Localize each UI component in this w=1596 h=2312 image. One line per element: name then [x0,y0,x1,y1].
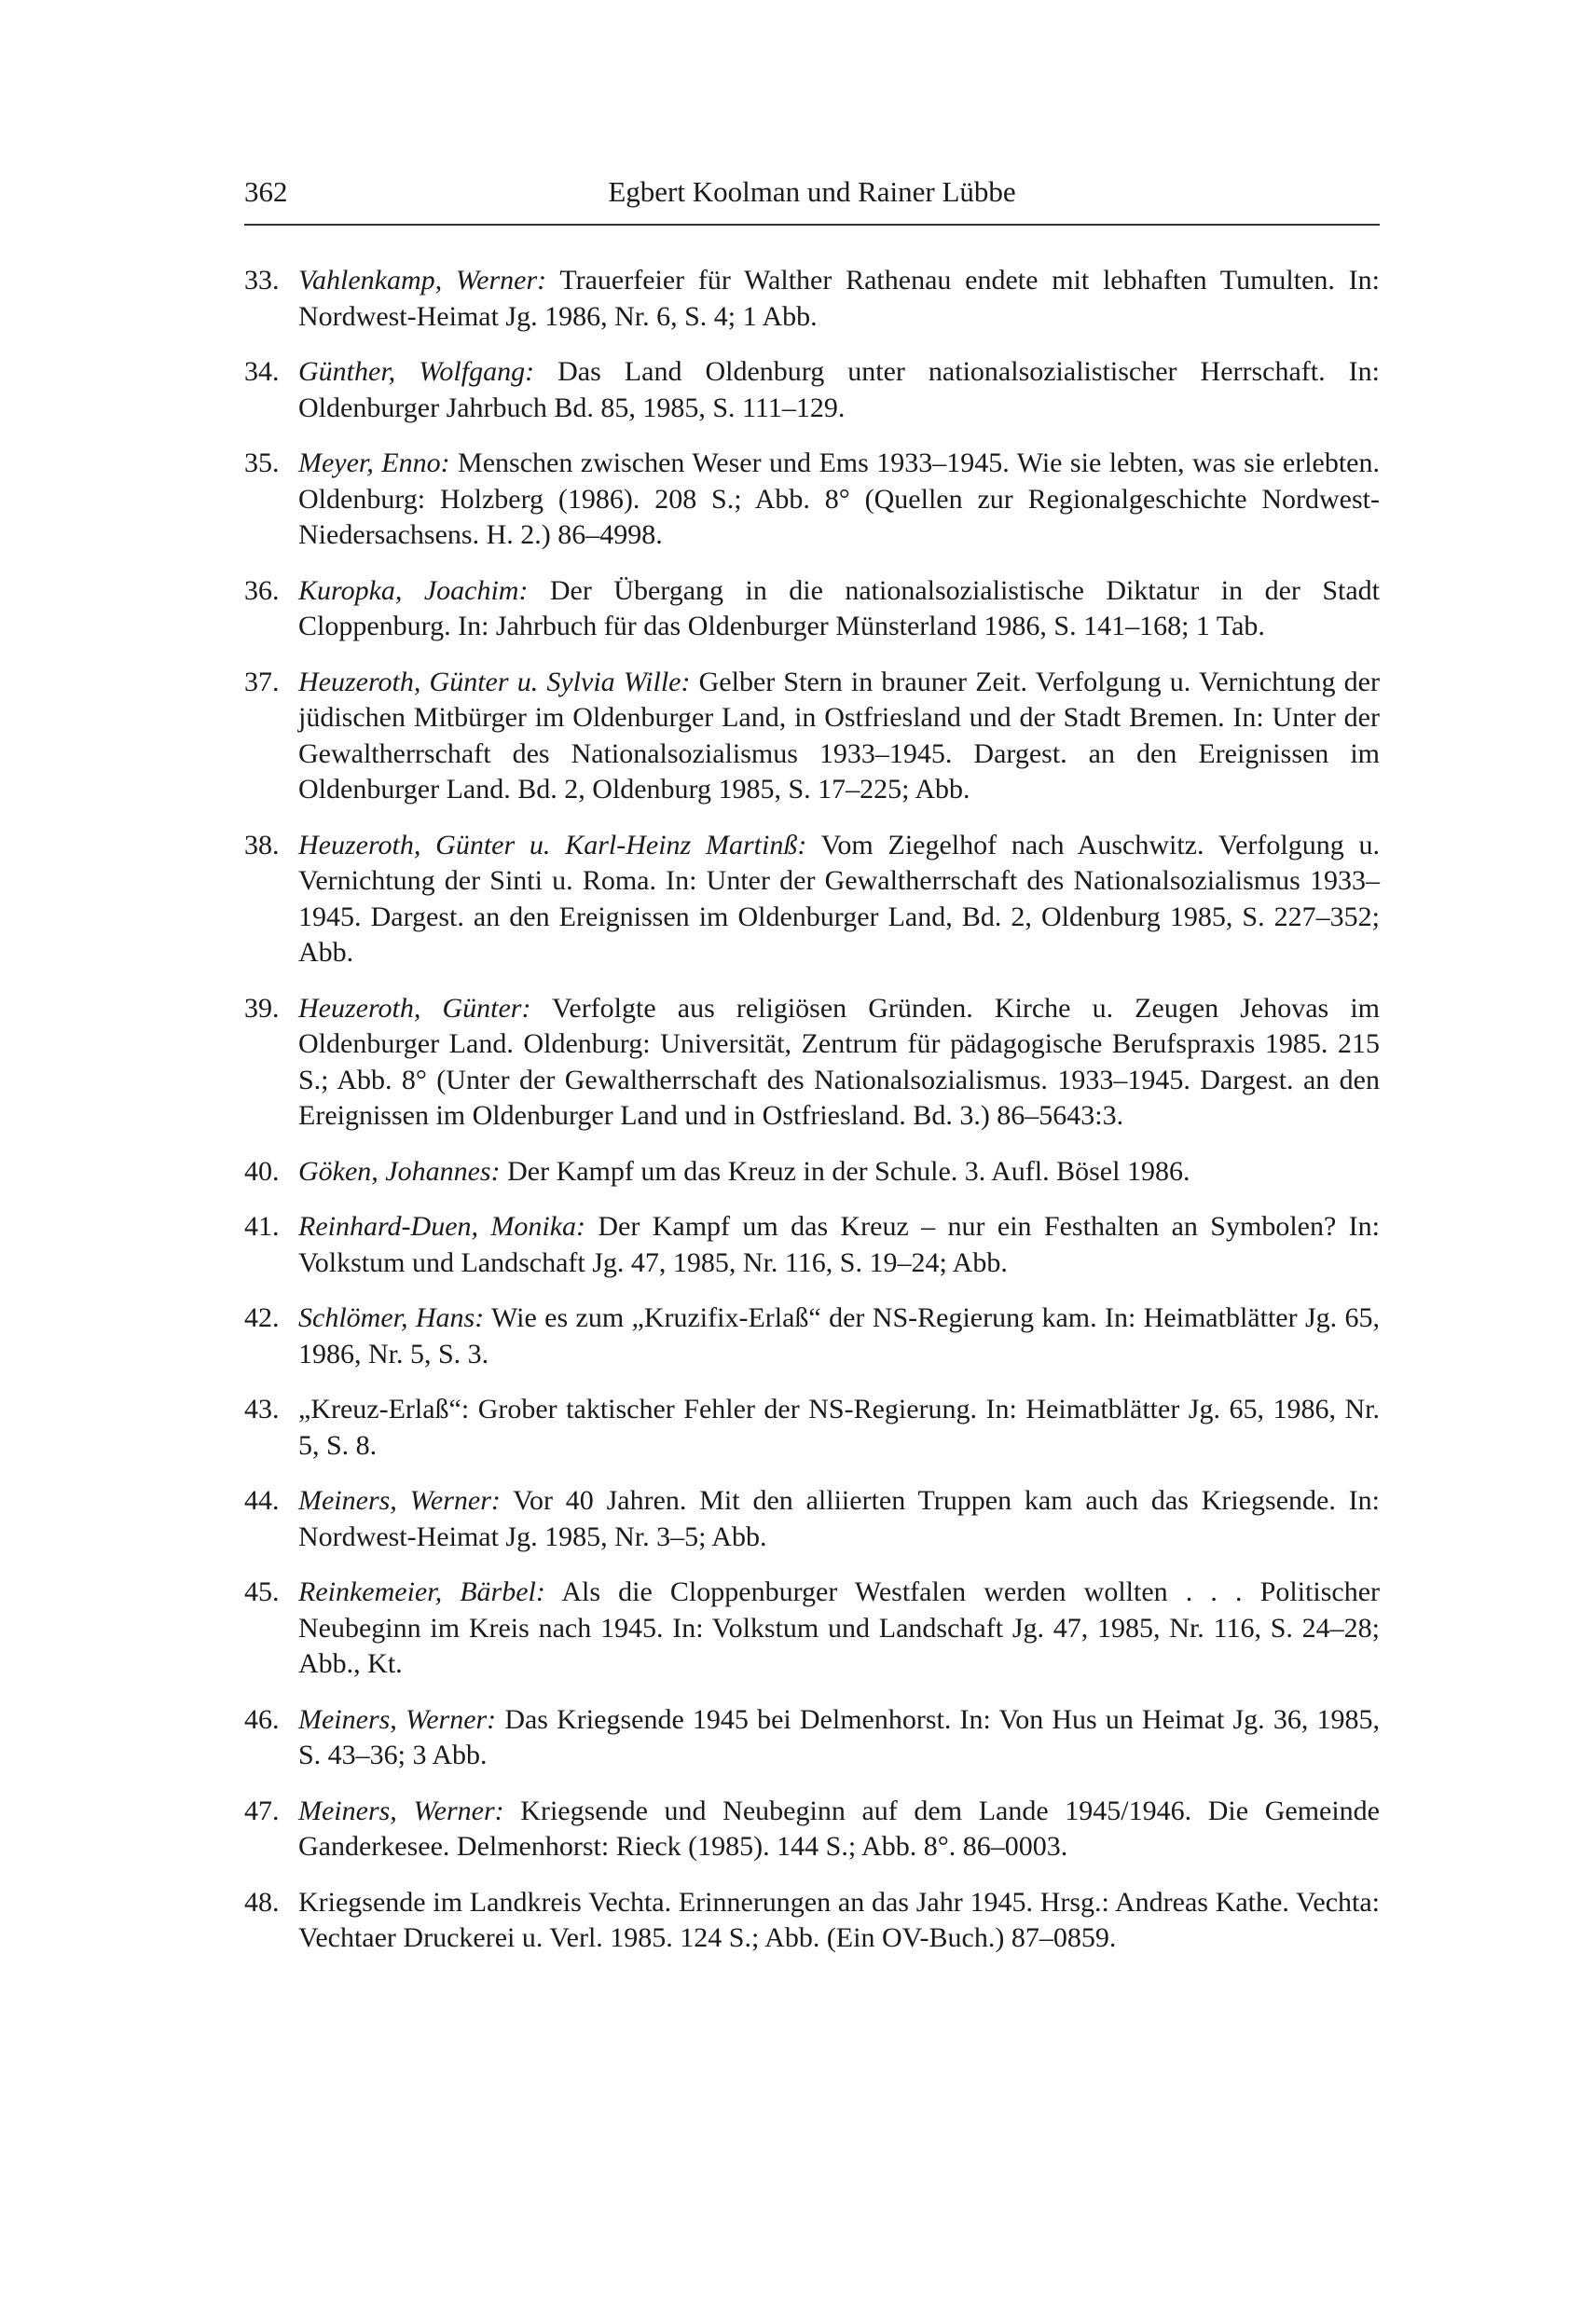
entry-author: Kuropka, Joachim: [298,574,529,606]
bibliography-entry [244,1392,1380,1464]
entry-body [298,991,1380,1135]
entry-author: Reinhard-Duen, Monika: [298,1211,586,1242]
entry-text: Menschen zwischen Weser und Ems 1933–1945. Wie sie lebten, was sie erlebten. Oldenburg: Holzberg (1986). 208 S.; Abb. 8° (Quellen zur Regionalgeschichte Nordwest-Niedersachsens. H. 2.) 86–4998. [298,447,1380,550]
entry-text: Kriegsende im Landkreis Vechta. Erinnerungen an das Jahr 1945. Hrsg.: Andreas Kathe. Vechta: Vechtaer Druckerei u. Verl. 1985. 124 S.; Abb. (Ein OV-Buch.) 87–0859. [298,1886,1380,1953]
page-number: 362 [244,175,288,208]
entry-number: 40. [244,1155,280,1187]
entry-number: 48. [244,1886,280,1918]
entry-number: 42. [244,1302,280,1333]
entry-number: 33. [244,265,280,296]
entry-text: Verfolgte aus religiösen Gründen. Kirche u. Zeugen Jehovas im Oldenburger Land. Oldenburg: Universität, Zentrum für pädagogische Berufspraxis 1985. 215 S.; Abb. 8° (Unter der Gewaltherrschaft des Nationalsozialismus. 1933–1945. Dargest. an den Ereignissen im Oldenburger Land und in Ostfriesland. Bd. 3.) 86–5643:3. [298,992,1380,1131]
entry-text: Gelber Stern in brauner Zeit. Verfolgung u. Vernichtung der jüdischen Mitbürger im Oldenburger Land, in Ostfriesland und der Stadt Bremen. In: Unter der Gewaltherrschaft des Nationalsozialismus 1933–1945. Dargest. an den Ereignissen im Oldenburger Land. Bd. 2, Oldenburg 1985, S. 17–225; Abb. [298,666,1380,805]
bibliography-entry [244,573,1380,645]
entry-author: Heuzeroth, Günter u. Karl-Heinz Martinß: [298,829,807,860]
bibliography-list [244,263,1380,1976]
entry-number: 38. [244,829,280,860]
entry-author: Meyer, Enno: [298,447,450,478]
entry-number: 47. [244,1795,280,1826]
entry-body [298,1885,1380,1957]
entry-number: 44. [244,1485,280,1516]
entry-number: 34. [244,356,280,387]
bibliography-entry [244,354,1380,426]
entry-author: Meiners, Werner: [298,1703,497,1735]
entry-body [298,1702,1380,1774]
entry-author: Göken, Johannes: [298,1155,501,1187]
entry-text: Vor 40 Jahren. Mit den alliierten Truppen kam auch das Kriegsende. In: Nordwest-Heimat Jg. 1985, Nr. 3–5; Abb. [298,1485,1380,1552]
entry-text: Trauerfeier für Walther Rathenau endete mit lebhaften Tumulten. In: Nordwest-Heimat Jg. 1986, Nr. 6, S. 4; 1 Abb. [298,265,1380,332]
entry-number: 41. [244,1211,280,1242]
bibliography-entry [244,991,1380,1135]
bibliography-entry [244,446,1380,554]
bibliography-entry [244,1209,1380,1281]
entry-number: 43. [244,1394,280,1424]
entry-text: Als die Cloppenburger Westfalen werden wollten . . . Politischer Neubeginn im Kreis nach 1945. In: Volkstum und Landschaft Jg. 47, 1985, Nr. 116, S. 24–28; Abb., Kt. [298,1576,1380,1679]
entry-body [298,828,1380,971]
entry-number: 35. [244,447,280,478]
bibliography-entry [244,1483,1380,1555]
entry-text: Der Übergang in die nationalsozialistische Diktatur in der Stadt Cloppenburg. In: Jahrbuch für das Oldenburger Münsterland 1986, S. 141–168; 1 Tab. [298,574,1380,641]
entry-body [298,665,1380,808]
entry-body [298,446,1380,554]
bibliography-entry [244,1794,1380,1865]
running-head: Egbert Koolman und Rainer Lübbe [608,175,1016,208]
page-header [244,173,1380,226]
entry-author: Meiners, Werner: [298,1485,501,1516]
entry-text: Das Kriegsende 1945 bei Delmenhorst. In: Von Hus un Heimat Jg. 36, 1985, S. 43–36; 3 Abb. [298,1703,1380,1770]
bibliography-entry [244,1885,1380,1957]
entry-text: Das Land Oldenburg unter nationalsozialistischer Herrschaft. In: Oldenburger Jahrbuch Bd. 85, 1985, S. 111–129. [298,356,1380,423]
bibliography-entry [244,1154,1380,1190]
bibliography-entry [244,828,1380,971]
entry-body [298,1154,1380,1190]
entry-text: Wie es zum „Kruzifix-Erlaß“ der NS-Regierung kam. In: Heimatblätter Jg. 65, 1986, Nr. 5, S. 3. [298,1302,1380,1369]
entry-author: Vahlenkamp, Werner: [298,265,547,296]
entry-text: Der Kampf um das Kreuz – nur ein Festhalten an Symbolen? In: Volkstum und Landschaft Jg. 47, 1985, Nr. 116, S. 19–24; Abb. [298,1211,1380,1278]
entry-body [298,354,1380,426]
entry-body [298,1794,1380,1865]
entry-number: 46. [244,1703,280,1735]
entry-body [298,1300,1380,1372]
entry-author: Heuzeroth, Günter u. Sylvia Wille: [298,666,691,697]
entry-body [298,1209,1380,1281]
entry-number: 45. [244,1576,280,1607]
entry-body [298,1392,1380,1464]
bibliography-entry [244,665,1380,808]
entry-author: Günther, Wolfgang: [298,356,535,387]
bibliography-entry [244,263,1380,335]
entry-body [298,1483,1380,1555]
entry-number: 39. [244,992,280,1024]
entry-text: Kriegsende und Neubeginn auf dem Lande 1945/1946. Die Gemeinde Ganderkesee. Delmenhorst: Rieck (1985). 144 S.; Abb. 8°. 86–0003. [298,1795,1380,1862]
entry-author: Heuzeroth, Günter: [298,992,531,1024]
entry-text: „Kreuz-Erlaß“: Grober taktischer Fehler der NS-Regierung. In: Heimatblätter Jg. 65, 1986, Nr. 5, S. 8. [298,1394,1380,1461]
entry-number: 36. [244,574,280,606]
entry-author: Schlömer, Hans: [298,1302,485,1333]
entry-author: Meiners, Werner: [298,1795,504,1826]
entry-text: Vom Ziegelhof nach Auschwitz. Verfolgung u. Vernichtung der Sinti u. Roma. In: Unter der Gewaltherrschaft des Nationalsozialismus 1933–1945. Dargest. an den Ereignissen im Oldenburger Land, Bd. 2, Oldenburg 1985, S. 227–352; Abb. [298,829,1380,968]
entry-author: Reinkemeier, Bärbel: [298,1576,545,1607]
entry-text: Der Kampf um das Kreuz in der Schule. 3. Aufl. Bösel 1986. [500,1155,1190,1187]
entry-body [298,573,1380,645]
entry-body [298,1575,1380,1683]
entry-body [298,263,1380,335]
bibliography-entry [244,1575,1380,1683]
bibliography-entry [244,1300,1380,1372]
bibliography-entry [244,1702,1380,1774]
entry-number: 37. [244,666,280,697]
